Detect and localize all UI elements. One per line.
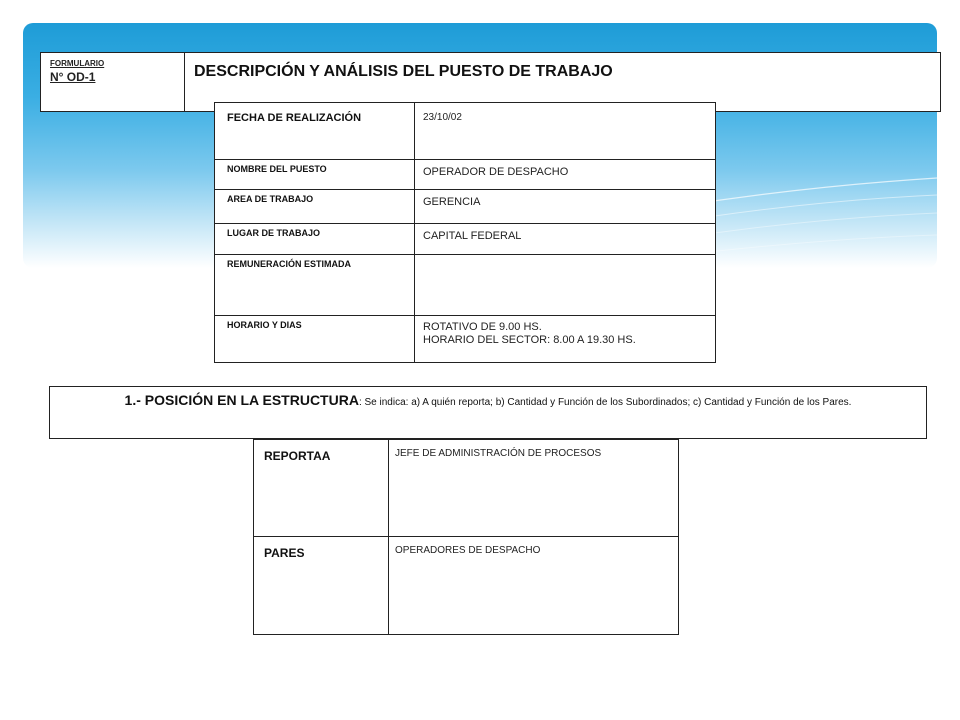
reporting-table [253,439,679,635]
field-label-reports-to: REPORTAA [254,440,389,537]
section-title: 1.- POSICIÓN EN LA ESTRUCTURA [124,392,359,408]
form-number: N° OD-1 [50,70,96,84]
table-row [215,316,716,363]
field-label-peers: PARES [254,537,389,635]
field-label-date: FECHA DE REALIZACIÓN [215,103,415,160]
document-title: DESCRIPCIÓN Y ANÁLISIS DEL PUESTO DE TRABAJO [185,53,941,112]
schedule-line-1: ROTATIVO DE 9.00 HS. [423,321,542,333]
job-info-table [214,102,716,363]
field-value-date: 23/10/02 [415,103,716,160]
table-row [254,440,679,537]
field-label-schedule: HORARIO Y DIAS [215,316,415,363]
table-row [215,103,716,160]
table-row [215,255,716,316]
table-row [215,160,716,190]
field-value-location: CAPITAL FEDERAL [415,224,716,255]
field-value-area: GERENCIA [415,190,716,224]
field-label-area: AREA DE TRABAJO [215,190,415,224]
field-label-salary: REMUNERACIÓN ESTIMADA [215,255,415,316]
field-value-schedule [415,316,716,363]
field-label-location: LUGAR DE TRABAJO [215,224,415,255]
field-value-salary [415,255,716,316]
field-value-peers: OPERADORES DE DESPACHO [389,537,679,635]
form-id-cell [41,53,185,112]
section-description: : Se indica: a) A quién reporta; b) Cantidad y Función de los Subordinados; c) Cantidad y Función de los Pares. [358,397,852,408]
table-row [254,537,679,635]
form-label: FORMULARIO [50,59,105,68]
table-row [215,224,716,255]
field-label-position: NOMBRE DEL PUESTO [215,160,415,190]
schedule-line-2: HORARIO DEL SECTOR: 8.00 A 19.30 HS. [423,334,636,346]
table-row [215,190,716,224]
field-value-position: OPERADOR DE DESPACHO [415,160,716,190]
section-structure-position [49,386,927,439]
field-value-reports-to: JEFE DE ADMINISTRACIÓN DE PROCESOS [389,440,679,537]
section-heading-cell [50,387,927,439]
